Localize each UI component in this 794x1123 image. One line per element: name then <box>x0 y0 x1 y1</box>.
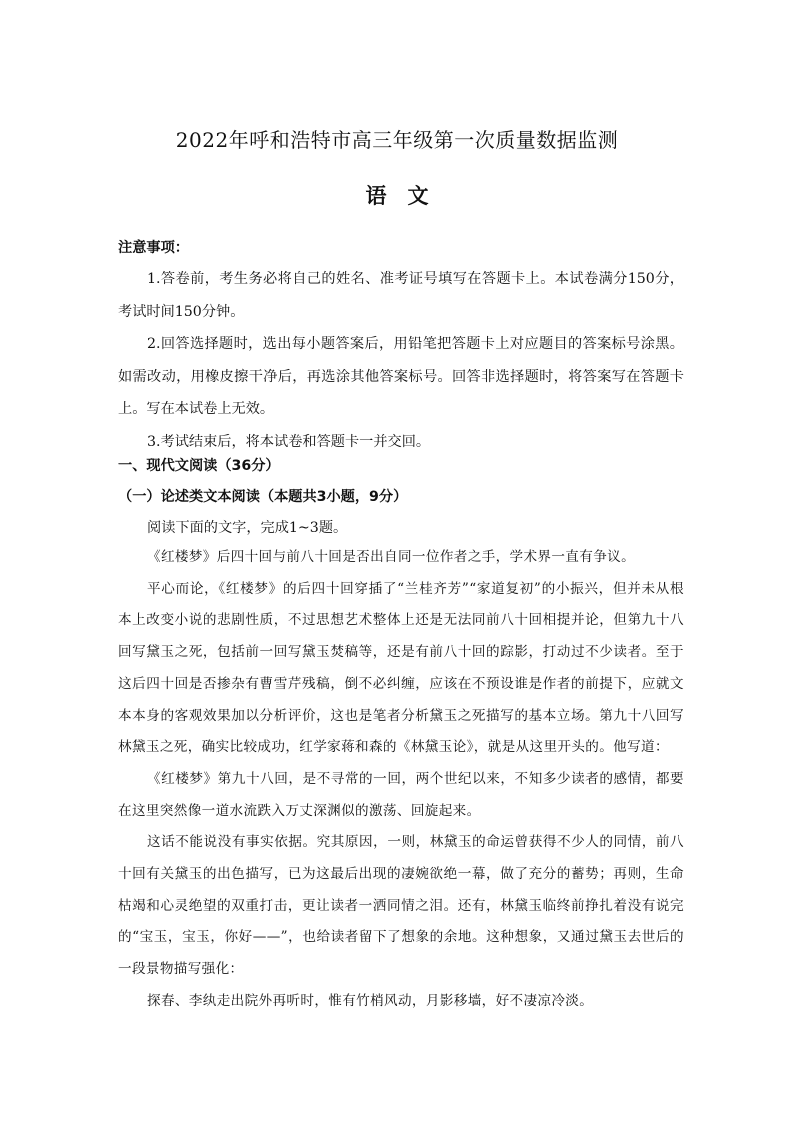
passage-paragraph-2: 平心而论，《红楼梦》的后四十回穿插了“兰桂齐芳”“家道复初”的小振兴，但并未从根本上改变小说的悲剧性质，不过思想艺术整体上还是无法同前八十回相提并论，但第九十八回写黛玉之死，包括前一回写黛玉焚稿等，还是有前八十回的踪影，打动过不少读者。至于这后四十回是否掺杂有曹雪芹残稿，倒不必纠缠，应该在不预设谁是作者的前提下，应就文本本身的客观效果加以分析评价，这也是笔者分析黛玉之死描写的基本立场。第九十八回写林黛玉之死，确实比较成功，红学家蒋和森的《林黛玉论》，就是从这里开头的。他写道： <box>118 580 684 756</box>
subject-heading: 语 文 <box>365 183 429 208</box>
notice-list <box>118 263 684 458</box>
section-heading: 一、现代文阅读（36分） <box>118 458 280 474</box>
exam-title: 2022年呼和浩特市高三年级第一次质量数据监测 <box>175 128 619 152</box>
notice-item-3: 3.考试结束后，将本试卷和答题卡一并交回。 <box>147 433 431 450</box>
passage-paragraph-3: 这话不能说没有事实依据。究其原因，一则，林黛玉的命运曾获得不少人的同情，前八十回有关黛玉的出色描写，已为这最后出现的凄婉欲绝一幕，做了充分的蓄势；再则，生命枯竭和心灵绝望的双重打击，更让读者一洒同情之泪。还有，林黛玉临终前挣扎着没有说完的“宝玉，宝玉，你好——”，也给读者留下了想象的余地。这种想象，又通过黛玉去世后的一段景物描写强化： <box>118 834 684 978</box>
subsection-heading: （一）论述类文本阅读（本题共3小题，9分） <box>118 489 408 505</box>
passage-quote-1: 《红楼梦》第九十八回，是不寻常的一回，两个世纪以来，不知多少读者的感情，都要在这里突然像一道水流跌入万丈深渊似的激荡、回旋起来。 <box>118 770 684 819</box>
reading-passage <box>118 542 684 1018</box>
notice-item-2: 2.回答选择题时，选出每小题答案后，用铅笔把答题卡上对应题目的答案标号涂黑。如需改动，用橡皮擦干净后，再选涂其他答案标号。回答非选择题时，将答案写在答题卡上。写在本试卷上无效。 <box>118 336 684 417</box>
passage-paragraph-1: 《红楼梦》后四十回与前八十回是否出自同一位作者之手，学术界一直有争议。 <box>147 549 636 565</box>
passage-quote-2: 探春、李纨走出院外再听时，惟有竹梢风动，月影移墙，好不凄凉冷淡。 <box>147 992 594 1009</box>
notice-item-1: 1.答卷前，考生务必将自己的姓名、准考证号填写在答题卡上。本试卷满分150分，考试时间150分钟。 <box>118 271 684 320</box>
notice-heading: 注意事项： <box>118 240 189 256</box>
reading-instruction: 阅读下面的文字，完成1~3题。 <box>147 520 348 536</box>
